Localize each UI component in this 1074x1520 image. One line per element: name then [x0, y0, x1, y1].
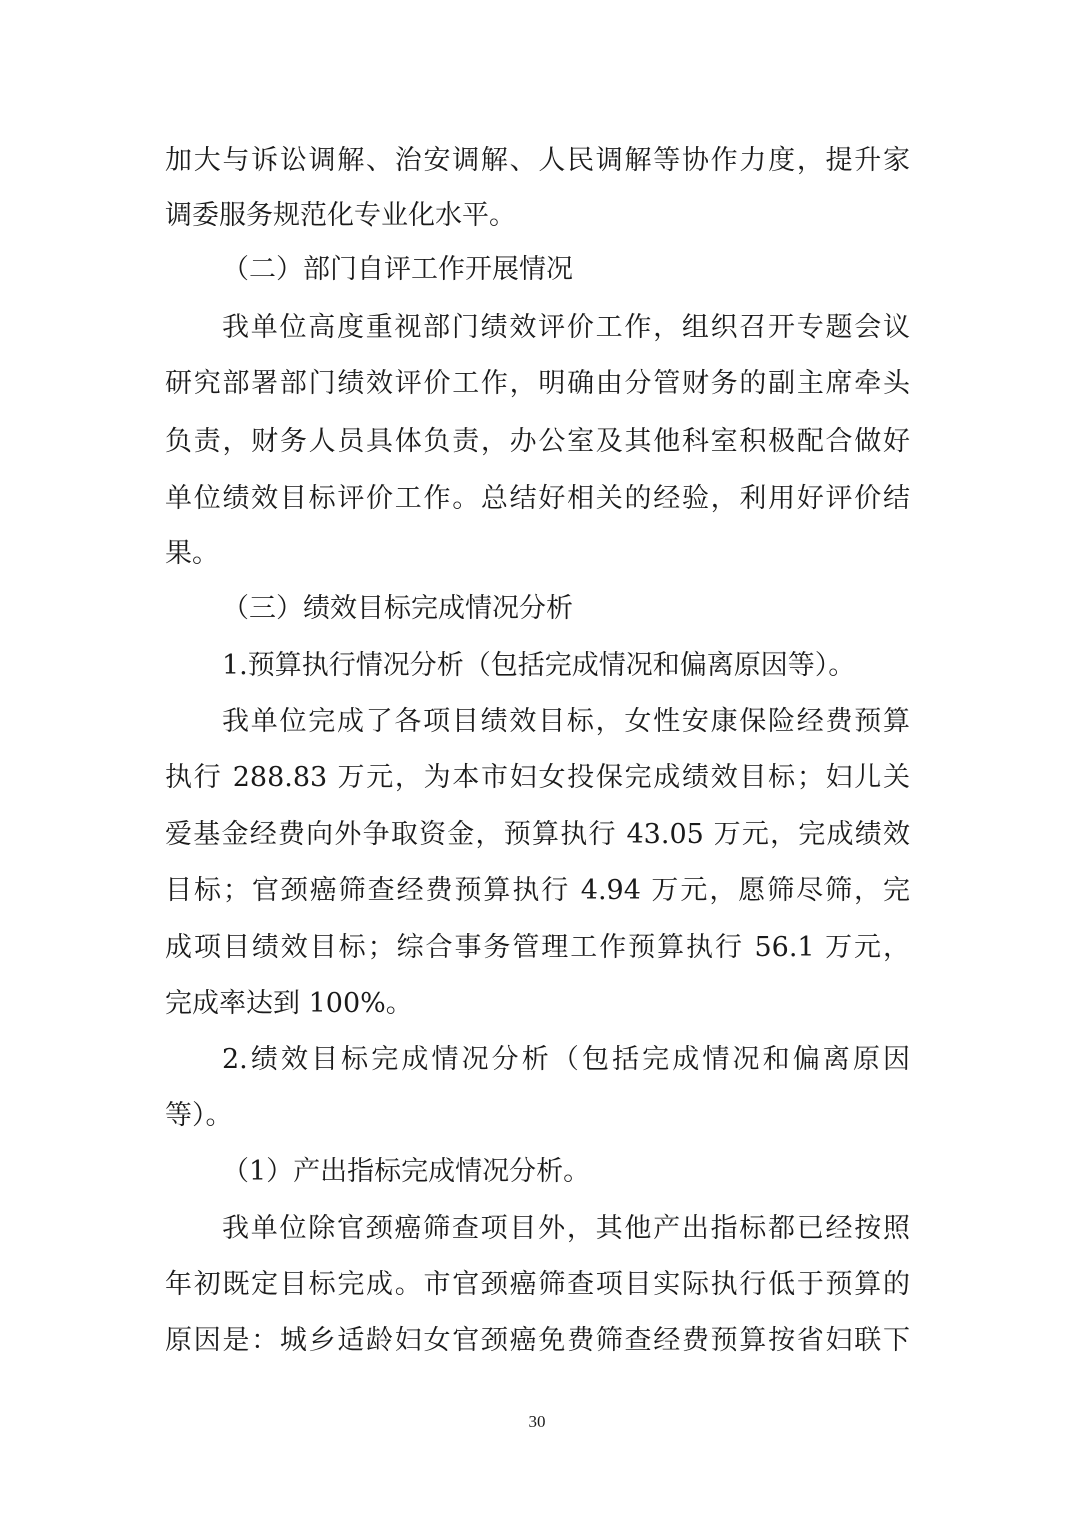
section-heading: （二）部门自评工作开展情况 [222, 254, 573, 285]
sub-heading: 等）。 [165, 1100, 233, 1131]
sub-heading: （1）产出指标完成情况分析。 [222, 1156, 591, 1187]
sub-heading: 1.预算执行情况分析（包括完成情况和偏离原因等）。 [222, 650, 856, 681]
body-text-line: 负责，财务人员具体负责，办公室及其他科室积极配合做好 [165, 426, 910, 457]
body-text-line: 果。 [165, 538, 219, 569]
body-text-line: 原因是：城乡适龄妇女官颈癌免费筛查经费预算按省妇联下 [165, 1325, 910, 1356]
body-text-line: 单位绩效目标评价工作。总结好相关的经验，利用好评价结 [165, 483, 910, 514]
body-text-line: 我单位高度重视部门绩效评价工作，组织召开专题会议 [222, 312, 910, 343]
body-text-line: 年初既定目标完成。市官颈癌筛查项目实际执行低于预算的 [165, 1269, 910, 1300]
body-text-line: 成项目绩效目标；综合事务管理工作预算执行 56.1 万元， [165, 932, 910, 963]
body-text-line: 调委服务规范化专业化水平。 [165, 200, 516, 231]
body-text-line: 目标；官颈癌筛查经费预算执行 4.94 万元，愿筛尽筛，完 [165, 875, 910, 906]
body-text-line: 加大与诉讼调解、治安调解、人民调解等协作力度，提升家 [165, 145, 910, 176]
sub-heading: 2.绩效目标完成情况分析（包括完成情况和偏离原因 [222, 1044, 910, 1075]
body-text-line: 我单位除官颈癌筛查项目外，其他产出指标都已经按照 [222, 1213, 910, 1244]
body-text-line: 爱基金经费向外争取资金，预算执行 43.05 万元，完成绩效 [165, 819, 910, 850]
body-text-line: 我单位完成了各项目绩效目标，女性安康保险经费预算 [222, 706, 910, 737]
body-text-line: 执行 288.83 万元，为本市妇女投保完成绩效目标；妇儿关 [165, 762, 910, 793]
page-number: 30 [528, 1412, 546, 1431]
section-heading: （三）绩效目标完成情况分析 [222, 593, 573, 624]
body-text-line: 研究部署部门绩效评价工作，明确由分管财务的副主席牵头 [165, 368, 910, 399]
body-text-line: 完成率达到 100%。 [165, 988, 413, 1019]
